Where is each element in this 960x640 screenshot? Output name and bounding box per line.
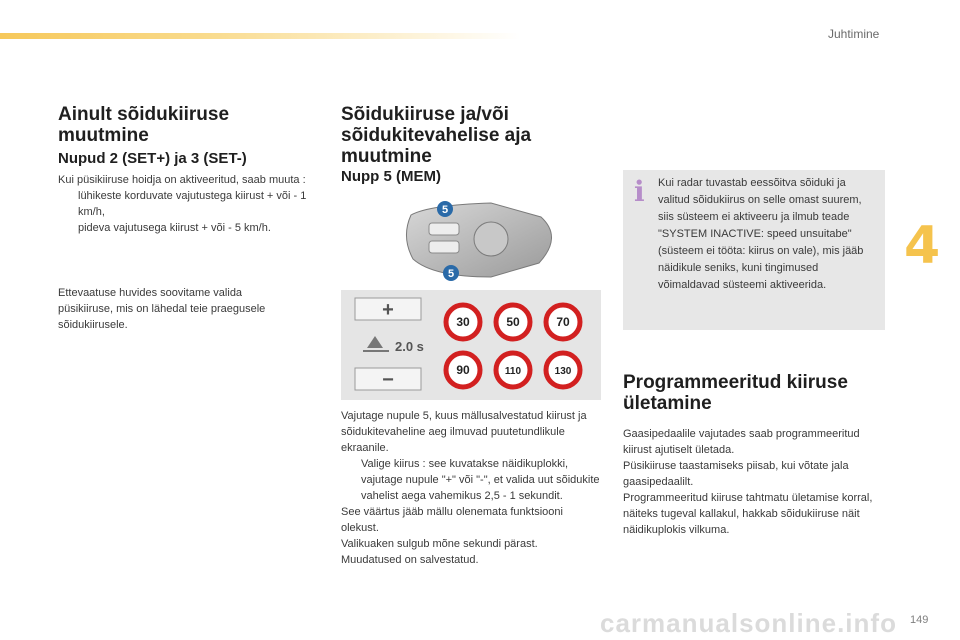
- col1-intro: Kui püsikiiruse hoidja on aktiveeritud, saab muuta :: [58, 174, 306, 186]
- steering-stalk-illustration: [341, 193, 601, 285]
- speed-sign-label: 130: [554, 366, 572, 377]
- minus-button-label: −: [382, 369, 394, 391]
- list-item: vajutage nupule "+" või "-", et valida uut sõidukite vahelist aega vahemikus 2,5 - 1 sekundit.: [361, 474, 600, 502]
- page-number: 149: [910, 614, 929, 626]
- col2-body: [341, 408, 603, 568]
- chapter-number: 4: [904, 216, 941, 276]
- badge-label: 5: [441, 204, 449, 216]
- col1-note: Ettevaatuse huvides soovitame valida püsikiiruse, mis on lähedal teie praegusele sõidukiirusele.: [58, 287, 266, 331]
- speed-sign-label: 50: [506, 315, 520, 329]
- header-accent-bar: [0, 33, 520, 39]
- speed-sign-label: 90: [456, 363, 470, 377]
- speed-sign-label: 70: [556, 315, 570, 329]
- list-item: Valige kiirus : see kuvatakse näidikuplokki,: [361, 458, 569, 470]
- speed-sign-label: 110: [504, 366, 522, 377]
- col1-title: Ainult sõidukiiruse muutmine: [58, 104, 230, 146]
- list-item: lühikeste korduvate vajutustega kiirust + või - 1 km/h,: [78, 190, 307, 218]
- col2-subtitle: Nupp 5 (MEM): [341, 168, 441, 185]
- watermark: carmanualsonline.info: [600, 608, 897, 638]
- plus-button-label: +: [382, 299, 394, 321]
- car-distance-icon: [367, 336, 383, 348]
- col2-p2: See väärtus jääb mällu olenemata funktsiooni olekust.: [341, 506, 563, 534]
- col3-p1: Gaasipedaalile vajutades saab programmeeritud kiirust ajutiselt ületada.: [623, 428, 860, 456]
- col2-p1: Vajutage nupule 5, kuus mällusalvestatud kiirust ja sõidukitevaheline aeg ilmuvad puutetundlikule ekraanile.: [341, 410, 587, 454]
- info-note: [623, 170, 885, 330]
- col3-p2: Püsikiiruse taastamiseks piisab, kui võtate jala gaasipedaalilt.: [623, 460, 849, 488]
- col2-title: Sõidukiiruse ja/või sõidukitevahelise aja muutmine: [341, 104, 532, 167]
- info-note-text: Kui radar tuvastab eessõitva sõiduki ja valitud sõidukiirus on selle omast suurem, siis süsteem ei aktiveeru ja ilmub teade "SYSTEM INACTIVE: speed unsuitabe" (süsteem ei tööta: kiirus on vale), mis jääb näidikule seniks, kuni tingimused võimaldavad süsteemi aktiveerida.: [658, 177, 864, 291]
- col2-p3: Valikuaken sulgub mõne sekundi pärast.: [341, 538, 538, 550]
- badge-label: 5: [447, 268, 455, 280]
- list-item: pideva vajutusega kiirust + või - 5 km/h.: [78, 222, 271, 234]
- time-gap-value: 2.0 s: [395, 339, 424, 354]
- col1-body: [58, 172, 308, 236]
- col3-p3: Programmeeritud kiiruse tahtmatu ületamise korral, näiteks tugeval kallakul, hakkab sõidukiiruse näit näidikuplokis vilkuma.: [623, 492, 873, 536]
- col3-body: [623, 426, 888, 538]
- info-icon: i: [634, 175, 645, 208]
- section-label: Juhtimine: [828, 27, 880, 41]
- speed-sign-label: 30: [456, 315, 470, 329]
- col3-title: Programmeeritud kiiruse ületamine: [623, 372, 848, 414]
- col2-p4: Muudatused on salvestatud.: [341, 554, 479, 566]
- speed-selection-screen: [341, 290, 601, 400]
- col1-subtitle: Nupud 2 (SET+) ja 3 (SET-): [58, 150, 247, 167]
